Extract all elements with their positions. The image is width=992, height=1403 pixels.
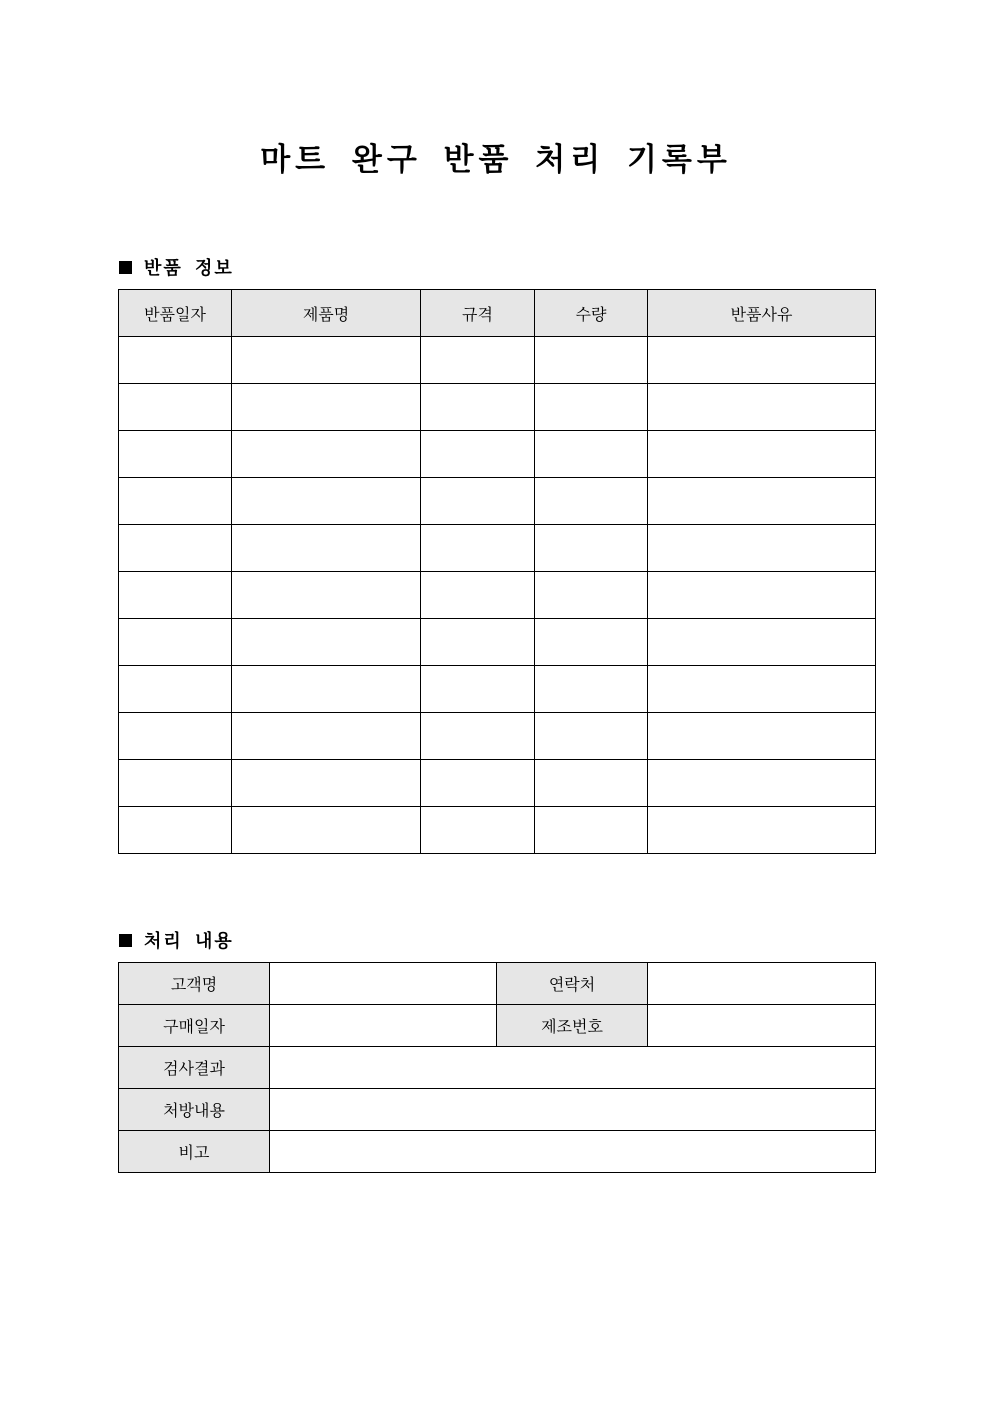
table-row: [119, 1005, 876, 1047]
customer-field[interactable]: [270, 963, 497, 1005]
processing-heading: [119, 927, 234, 953]
return-reason-cell[interactable]: [648, 337, 876, 384]
table-row: [119, 1131, 876, 1173]
product-name-cell[interactable]: [232, 760, 421, 807]
table-row: [119, 431, 876, 478]
product-name-cell[interactable]: [232, 619, 421, 666]
return-date-cell[interactable]: [119, 713, 232, 760]
return-date-cell[interactable]: [119, 760, 232, 807]
return-date-cell[interactable]: [119, 384, 232, 431]
return-date-cell[interactable]: [119, 525, 232, 572]
return-info-table: [118, 289, 876, 854]
column-header-quantity: 수량: [535, 290, 648, 337]
table-row: [119, 666, 876, 713]
quantity-cell[interactable]: [535, 760, 648, 807]
quantity-cell[interactable]: [535, 337, 648, 384]
product-name-cell[interactable]: [232, 807, 421, 854]
column-header-return-date: 반품일자: [119, 290, 232, 337]
quantity-cell[interactable]: [535, 431, 648, 478]
square-bullet-icon: [119, 261, 132, 274]
spec-cell[interactable]: [421, 337, 535, 384]
table-row: [119, 337, 876, 384]
return-info-heading: [119, 254, 234, 280]
spec-cell[interactable]: [421, 525, 535, 572]
table-row: [119, 619, 876, 666]
product-name-cell[interactable]: [232, 384, 421, 431]
table-row: [119, 1047, 876, 1089]
quantity-cell[interactable]: [535, 713, 648, 760]
table-row: [119, 478, 876, 525]
spec-cell[interactable]: [421, 572, 535, 619]
quantity-cell[interactable]: [535, 384, 648, 431]
contact-field[interactable]: [648, 963, 876, 1005]
table-row: [119, 807, 876, 854]
return-reason-cell[interactable]: [648, 384, 876, 431]
table-row: [119, 384, 876, 431]
spec-cell[interactable]: [421, 713, 535, 760]
remarks-label: 비고: [119, 1131, 270, 1173]
product-name-cell[interactable]: [232, 478, 421, 525]
spec-cell[interactable]: [421, 431, 535, 478]
return-date-cell[interactable]: [119, 337, 232, 384]
quantity-cell[interactable]: [535, 572, 648, 619]
column-header-return-reason: 반품사유: [648, 290, 876, 337]
customer-label: 고객명: [119, 963, 270, 1005]
spec-cell[interactable]: [421, 384, 535, 431]
product-name-cell[interactable]: [232, 525, 421, 572]
product-name-cell[interactable]: [232, 431, 421, 478]
inspection-result-field[interactable]: [270, 1047, 876, 1089]
purchase-date-field[interactable]: [270, 1005, 497, 1047]
action-taken-label: 처방내용: [119, 1089, 270, 1131]
spec-cell[interactable]: [421, 478, 535, 525]
table-row: [119, 963, 876, 1005]
table-row: [119, 760, 876, 807]
return-reason-cell[interactable]: [648, 619, 876, 666]
spec-cell[interactable]: [421, 807, 535, 854]
table-row: [119, 572, 876, 619]
quantity-cell[interactable]: [535, 478, 648, 525]
inspection-result-label: 검사결과: [119, 1047, 270, 1089]
return-date-cell[interactable]: [119, 572, 232, 619]
product-name-cell[interactable]: [232, 713, 421, 760]
table-header-row: [119, 290, 876, 337]
return-info-heading-label: 반품 정보: [144, 258, 234, 279]
return-date-cell[interactable]: [119, 431, 232, 478]
table-row: [119, 713, 876, 760]
action-taken-field[interactable]: [270, 1089, 876, 1131]
purchase-date-label: 구매일자: [119, 1005, 270, 1047]
return-reason-cell[interactable]: [648, 431, 876, 478]
table-row: [119, 1089, 876, 1131]
return-reason-cell[interactable]: [648, 572, 876, 619]
column-header-spec: 규격: [421, 290, 535, 337]
quantity-cell[interactable]: [535, 666, 648, 713]
quantity-cell[interactable]: [535, 525, 648, 572]
return-reason-cell[interactable]: [648, 807, 876, 854]
return-date-cell[interactable]: [119, 807, 232, 854]
spec-cell[interactable]: [421, 760, 535, 807]
return-reason-cell[interactable]: [648, 760, 876, 807]
return-date-cell[interactable]: [119, 666, 232, 713]
column-header-product-name: 제품명: [232, 290, 421, 337]
spec-cell[interactable]: [421, 666, 535, 713]
remarks-field[interactable]: [270, 1131, 876, 1173]
product-name-cell[interactable]: [232, 666, 421, 713]
return-reason-cell[interactable]: [648, 713, 876, 760]
serial-number-label: 제조번호: [497, 1005, 648, 1047]
return-date-cell[interactable]: [119, 478, 232, 525]
return-date-cell[interactable]: [119, 619, 232, 666]
contact-label: 연락처: [497, 963, 648, 1005]
spec-cell[interactable]: [421, 619, 535, 666]
product-name-cell[interactable]: [232, 337, 421, 384]
square-bullet-icon: [119, 934, 132, 947]
return-reason-cell[interactable]: [648, 666, 876, 713]
quantity-cell[interactable]: [535, 619, 648, 666]
page-title: 마트 완구 반품 처리 기록부: [260, 142, 732, 178]
product-name-cell[interactable]: [232, 572, 421, 619]
return-reason-cell[interactable]: [648, 525, 876, 572]
processing-heading-label: 처리 내용: [144, 931, 234, 952]
processing-table: [118, 962, 876, 1173]
table-row: [119, 525, 876, 572]
serial-number-field[interactable]: [648, 1005, 876, 1047]
return-reason-cell[interactable]: [648, 478, 876, 525]
quantity-cell[interactable]: [535, 807, 648, 854]
